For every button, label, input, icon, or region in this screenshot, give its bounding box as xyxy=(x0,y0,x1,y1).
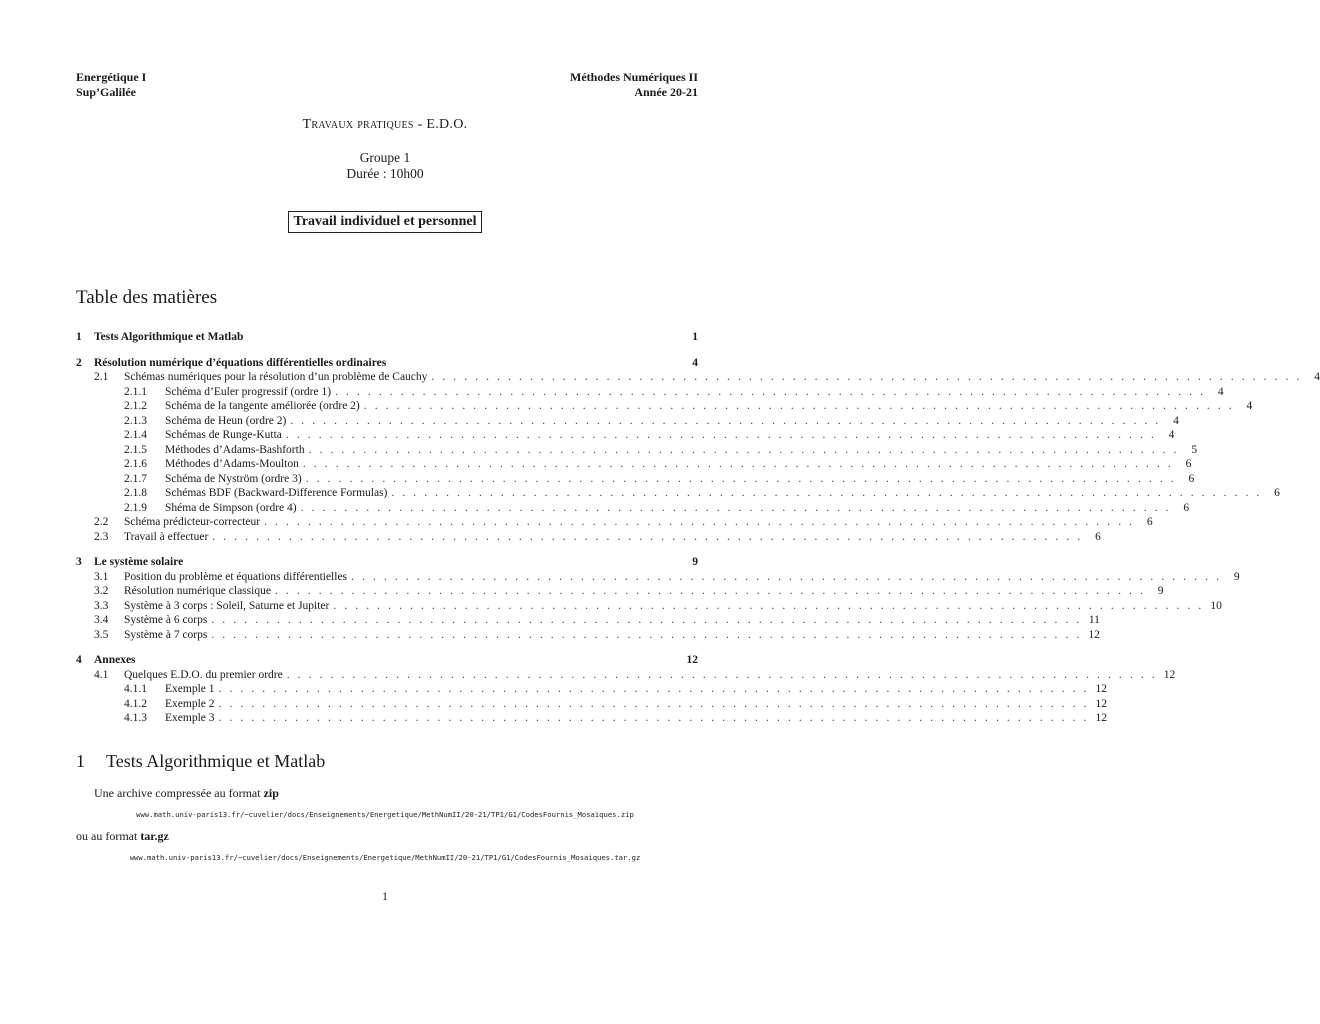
toc-leader-dots: . . . . . . . . . . . . . . . . . . . . . . . . . . . . . . . . . . . . . . . . . . . . . . . . . . . . . . . . . . . . . . . . . . . . . . . . . . . . . . . . xyxy=(218,683,1090,695)
toc-entry-title: Schéma de Nyström (ordre 3) xyxy=(165,472,302,485)
toc-entry-page: 6 xyxy=(1095,530,1101,543)
toc-leader-dots: . . . . . . . . . . . . . . . . . . . . . . . . . . . . . . . . . . . . . . . . . . . . . . . . . . . . . . . . . . . . . . . . . . . . . . . . . . . . . . . . xyxy=(431,371,1302,383)
url-zip-link[interactable]: www.math.univ-paris13.fr/~cuvelier/docs/Enseignements/Energetique/MethNumII/20-21/TP1/G1/CodesFournis_Mosaiques.zip xyxy=(136,810,634,819)
toc-entry-number: 2.1.8 xyxy=(124,487,147,499)
toc-entry[interactable] xyxy=(76,613,1100,627)
toc-entry-number: 2.2 xyxy=(94,516,109,528)
toc-leader-dots: . . . . . . . . . . . . . . . . . . . . . . . . . . . . . . . . . . . . . . . . . . . . . . . . . . . . . . . . . . . . . . . . . . . . . . . . . . . . . . . . xyxy=(363,400,1235,412)
section-title: Tests Algorithmique et Matlab xyxy=(106,751,326,771)
session-info xyxy=(0,150,770,182)
toc-entry-page: 4 xyxy=(692,356,698,369)
toc-entry-page: 4 xyxy=(1168,429,1175,441)
group-label: Groupe 1 xyxy=(359,150,411,165)
toc-leader-dots: . . . . . . . . . . . . . . . . . . . . . . . . . . . . . . . . . . . . . . . . . . . . . . . . . . . . . . . . . . . . . . . . . . . . . . . . . . . . . . . . xyxy=(290,414,1161,427)
url-targz-link[interactable]: www.math.univ-paris13.fr/~cuvelier/docs/Enseignements/Energetique/MethNumII/20-21/TP1/G1/CodesFournis_Mosaiques.tar.gz xyxy=(129,853,641,862)
toc-entry-title: Résolution numérique d’équations différentielles ordinaires xyxy=(94,356,387,369)
toc-entry-number: 2.1 xyxy=(94,371,109,383)
toc-entry-title: Système à 6 corps xyxy=(124,614,208,626)
toc-entry-page: 12 xyxy=(1088,628,1100,641)
page-number: 1 xyxy=(382,889,388,903)
toc-leader-dots: . . . . . . . . . . . . . . . . . . . . . . . . . . . . . . . . . . . . . . . . . . . . . . . . . . . . . . . . . . . . . . . . . . . . . . . . . . . . . . . . xyxy=(212,530,1083,543)
toc-entry-number: 2.1.2 xyxy=(124,400,147,412)
toc-entry[interactable] xyxy=(76,428,1175,442)
toc-entry[interactable] xyxy=(76,330,698,344)
toc-entry[interactable] xyxy=(76,501,1190,515)
toc-entry-title: Shéma de Simpson (ordre 4) xyxy=(165,501,297,514)
toc-entry-page: 4 xyxy=(1217,385,1224,398)
toc-entry-title: Système à 7 corps xyxy=(124,628,208,641)
toc-entry-title: Schémas de Runge-Kutta xyxy=(165,429,282,441)
toc-entry-page: 9 xyxy=(1233,570,1240,583)
section-number: 1 xyxy=(76,751,85,771)
toc-entry[interactable] xyxy=(76,599,1222,613)
format-zip: zip xyxy=(263,786,279,800)
module-name: Méthodes Numériques II xyxy=(570,70,698,84)
toc-entry-page: 10 xyxy=(1210,599,1222,612)
toc-entry-title: Système à 3 corps : Soleil, Saturne et Jupiter xyxy=(124,599,330,612)
notice-wrapper xyxy=(0,211,770,233)
toc-entry-title: Méthodes d’Adams-Moulton xyxy=(165,458,299,470)
toc-entry-title: Le système solaire xyxy=(94,556,184,568)
toc-entry[interactable] xyxy=(76,515,1153,529)
toc-leader-dots: . . . . . . . . . . . . . . . . . . . . . . . . . . . . . . . . . . . . . . . . . . . . . . . . . . . . . . . . . . . . . . . . . . . . . . . . . . . . . . . . xyxy=(351,570,1222,583)
toc-entry-number: 3.1 xyxy=(94,570,109,583)
toc-leader-dots: . . . . . . . . . . . . . . . . . . . . . . . . . . . . . . . . . . . . . . . . . . . . . . . . . . . . . . . . . . . . . . . . . . . . . . . . . . . . . . . . xyxy=(305,472,1177,485)
toc-entry-title: Schémas numériques pour la résolution d’un problème de Cauchy xyxy=(124,371,428,383)
toc-entry-page: 12 xyxy=(1095,712,1108,724)
paragraph-text: ou au format xyxy=(76,829,138,843)
toc-entry[interactable] xyxy=(76,457,1192,471)
toc-leader-dots: . . . . . . . . . . . . . . . . . . . . . . . . . . . . . . . . . . . . . . . . . . . . . . . . . . . . . . . . . . . . . . . . . . . . . . . . . . . . . . . . xyxy=(302,458,1174,470)
toc-entry[interactable] xyxy=(76,570,1240,584)
toc-entry-page: 4 xyxy=(1173,414,1179,427)
toc-entry[interactable] xyxy=(76,530,1101,544)
toc-entry[interactable] xyxy=(76,711,1108,725)
header-right xyxy=(570,70,698,100)
toc-entry-page: 6 xyxy=(1183,501,1190,514)
toc-leader-dots: . . . . . . . . . . . . . . . . . . . . . . . . . . . . . . . . . . . . . . . . . . . . . . . . . . . . . . . . . . . . . . . . . . . . . . . . . . . . . . . . xyxy=(285,429,1157,441)
toc-entry[interactable] xyxy=(76,628,1100,642)
toc-leader-dots: . . . . . . . . . . . . . . . . . . . . . . . . . . . . . . . . . . . . . . . . . . . . . . . . . . . . . . . . . . . . . . . . . . . . . . . . . . . . . . . . xyxy=(264,516,1135,528)
course-name: Energétique I xyxy=(76,70,147,84)
toc-entry-number: 4.1.2 xyxy=(124,697,147,710)
toc-entry-page: 5 xyxy=(1191,443,1198,456)
toc-entry-page: 12 xyxy=(1095,683,1108,695)
toc-entry-number: 2.1.5 xyxy=(124,443,147,456)
toc-heading: Table des matières xyxy=(76,287,218,308)
toc-entry[interactable] xyxy=(76,356,698,370)
toc-entry-number: 3.5 xyxy=(94,628,109,641)
toc-entry-title: Tests Algorithmique et Matlab xyxy=(94,331,244,343)
toc-entry-number: 4.1.1 xyxy=(124,683,147,695)
toc-entry-title: Résolution numérique classique xyxy=(124,585,271,597)
toc-entry-number: 4.1.3 xyxy=(124,712,147,724)
toc-entry-number: 2.1.4 xyxy=(124,429,147,441)
toc-entry-title: Schéma de la tangente améliorée (ordre 2) xyxy=(165,400,360,412)
toc-entry-page: 6 xyxy=(1188,472,1195,485)
toc-entry-number: 3.2 xyxy=(94,585,109,597)
toc-entry-page: 9 xyxy=(692,556,698,568)
toc-leader-dots: . . . . . . . . . . . . . . . . . . . . . . . . . . . . . . . . . . . . . . . . . . . . . . . . . . . . . . . . . . . . . . . . . . . . . . . . . . . . . . . . xyxy=(211,614,1082,626)
toc-entry-title: Méthodes d’Adams-Bashforth xyxy=(165,443,305,456)
paragraph-text: Une archive compressée au format xyxy=(94,786,261,800)
toc-entry-title: Schéma d’Euler progressif (ordre 1) xyxy=(165,385,332,398)
academic-year: Année 20-21 xyxy=(634,85,698,99)
toc-entry-number: 2.1.6 xyxy=(124,458,147,470)
toc-entry[interactable] xyxy=(76,555,698,569)
toc-leader-dots: . . . . . . . . . . . . . . . . . . . . . . . . . . . . . . . . . . . . . . . . . . . . . . . . . . . . . . . . . . . . . . . . . . . . . . . . . . . . . . . . xyxy=(335,385,1206,398)
toc-leader-dots: . . . . . . . . . . . . . . . . . . . . . . . . . . . . . . . . . . . . . . . . . . . . . . . . . . . . . . . . . . . . . . . . . . . . . . . . . . . . . . . . xyxy=(218,697,1090,710)
toc-entry-page: 12 xyxy=(1095,697,1108,710)
toc-leader-dots: . . . . . . . . . . . . . . . . . . . . . . . . . . . . . . . . . . . . . . . . . . . . . . . . . . . . . . . . . . . . . . . . . . . . . . . . . . . . . . . . xyxy=(274,585,1146,597)
toc-entry-number: 3.4 xyxy=(94,614,109,626)
toc-leader-dots: . . . . . . . . . . . . . . . . . . . . . . . . . . . . . . . . . . . . . . . . . . . . . . . . . . . . . . . . . . . . . . . . . . . . . . . . . . . . . . . . xyxy=(300,501,1172,514)
toc-entry[interactable] xyxy=(76,682,1108,696)
toc-entry-number: 4 xyxy=(76,654,82,666)
boxed-notice: Travail individuel et personnel xyxy=(288,211,483,233)
toc-entry[interactable] xyxy=(76,486,1280,500)
paragraph-zip xyxy=(94,786,279,801)
toc-entry-title: Exemple 1 xyxy=(165,683,215,695)
toc-entry-title: Position du problème et équations différentielles xyxy=(124,570,348,583)
paragraph-targz xyxy=(76,829,169,844)
toc-leader-dots: . . . . . . . . . . . . . . . . . . . . . . . . . . . . . . . . . . . . . . . . . . . . . . . . . . . . . . . . . . . . . . . . . . . . . . . . . . . . . . . . xyxy=(333,599,1204,612)
toc-entry-number: 3.3 xyxy=(94,599,109,612)
toc-entry-number: 2.3 xyxy=(94,530,109,543)
toc-entry-page: 11 xyxy=(1088,614,1100,626)
toc-entry-title: Schéma de Heun (ordre 2) xyxy=(165,414,287,427)
toc-leader-dots: . . . . . . . . . . . . . . . . . . . . . . . . . . . . . . . . . . . . . . . . . . . . . . . . . . . . . . . . . . . . . . . . . . . . . . . . . . . . . . . . xyxy=(391,487,1262,499)
toc-entry[interactable] xyxy=(76,385,1224,399)
toc-entry-page: 12 xyxy=(686,654,698,666)
header-left xyxy=(76,70,146,100)
toc-entry-page: 1 xyxy=(692,331,698,343)
toc-entry-number: 2.1.7 xyxy=(124,472,147,485)
school-name: Sup’Galilée xyxy=(76,85,137,99)
toc-entry-title: Annexes xyxy=(94,654,136,666)
toc-entry[interactable] xyxy=(76,399,1253,413)
toc-entry-number: 2 xyxy=(76,356,82,369)
toc-leader-dots: . . . . . . . . . . . . . . . . . . . . . . . . . . . . . . . . . . . . . . . . . . . . . . . . . . . . . . . . . . . . . . . . . . . . . . . . . . . . . . . . xyxy=(218,712,1090,724)
toc-entry-page: 4 xyxy=(1314,371,1320,383)
toc-entry-title: Schémas BDF (Backward-Difference Formulas) xyxy=(165,487,388,499)
toc-leader-dots: . . . . . . . . . . . . . . . . . . . . . . . . . . . . . . . . . . . . . . . . . . . . . . . . . . . . . . . . . . . . . . . . . . . . . . . . . . . . . . . . xyxy=(286,668,1158,681)
toc-entry-page: 6 xyxy=(1146,516,1153,528)
toc-entry-page: 4 xyxy=(1246,400,1253,412)
toc-entry[interactable] xyxy=(76,584,1164,598)
toc-entry-number: 2.1.3 xyxy=(124,414,147,427)
toc-entry[interactable] xyxy=(76,472,1195,486)
document-title: Travaux pratiques - E.D.O. xyxy=(302,117,468,132)
toc-entry-number: 3 xyxy=(76,556,82,568)
toc-entry[interactable] xyxy=(76,668,1176,682)
toc-entry-number: 2.1.9 xyxy=(124,501,147,514)
toc-entry-title: Schéma prédicteur-correcteur xyxy=(124,516,261,528)
toc-entry-title: Exemple 2 xyxy=(165,697,215,710)
toc-entry-number: 1 xyxy=(76,331,82,343)
toc-entry-title: Exemple 3 xyxy=(165,712,215,724)
toc-entry[interactable] xyxy=(76,653,698,667)
toc-entry-page: 12 xyxy=(1163,668,1176,681)
toc-entry-page: 6 xyxy=(1185,458,1192,470)
toc-entry[interactable] xyxy=(76,370,1320,384)
toc-entry-page: 6 xyxy=(1274,487,1280,499)
toc-entry-number: 2.1.1 xyxy=(124,385,147,398)
section-heading xyxy=(76,751,325,772)
toc-entry[interactable] xyxy=(76,697,1108,711)
toc-leader-dots: . . . . . . . . . . . . . . . . . . . . . . . . . . . . . . . . . . . . . . . . . . . . . . . . . . . . . . . . . . . . . . . . . . . . . . . . . . . . . . . . xyxy=(211,628,1082,641)
format-targz: tar.gz xyxy=(140,829,169,843)
toc-entry-number: 4.1 xyxy=(94,668,109,681)
toc-entry-page: 9 xyxy=(1157,585,1164,597)
toc-entry[interactable] xyxy=(76,414,1179,428)
toc-leader-dots: . . . . . . . . . . . . . . . . . . . . . . . . . . . . . . . . . . . . . . . . . . . . . . . . . . . . . . . . . . . . . . . . . . . . . . . . . . . . . . . . xyxy=(308,443,1180,456)
toc-entry-title: Quelques E.D.O. du premier ordre xyxy=(124,668,283,681)
toc-entry-title: Travail à effectuer xyxy=(124,530,209,543)
toc-entry[interactable] xyxy=(76,443,1198,457)
duration-label: Durée : 10h00 xyxy=(346,166,424,181)
